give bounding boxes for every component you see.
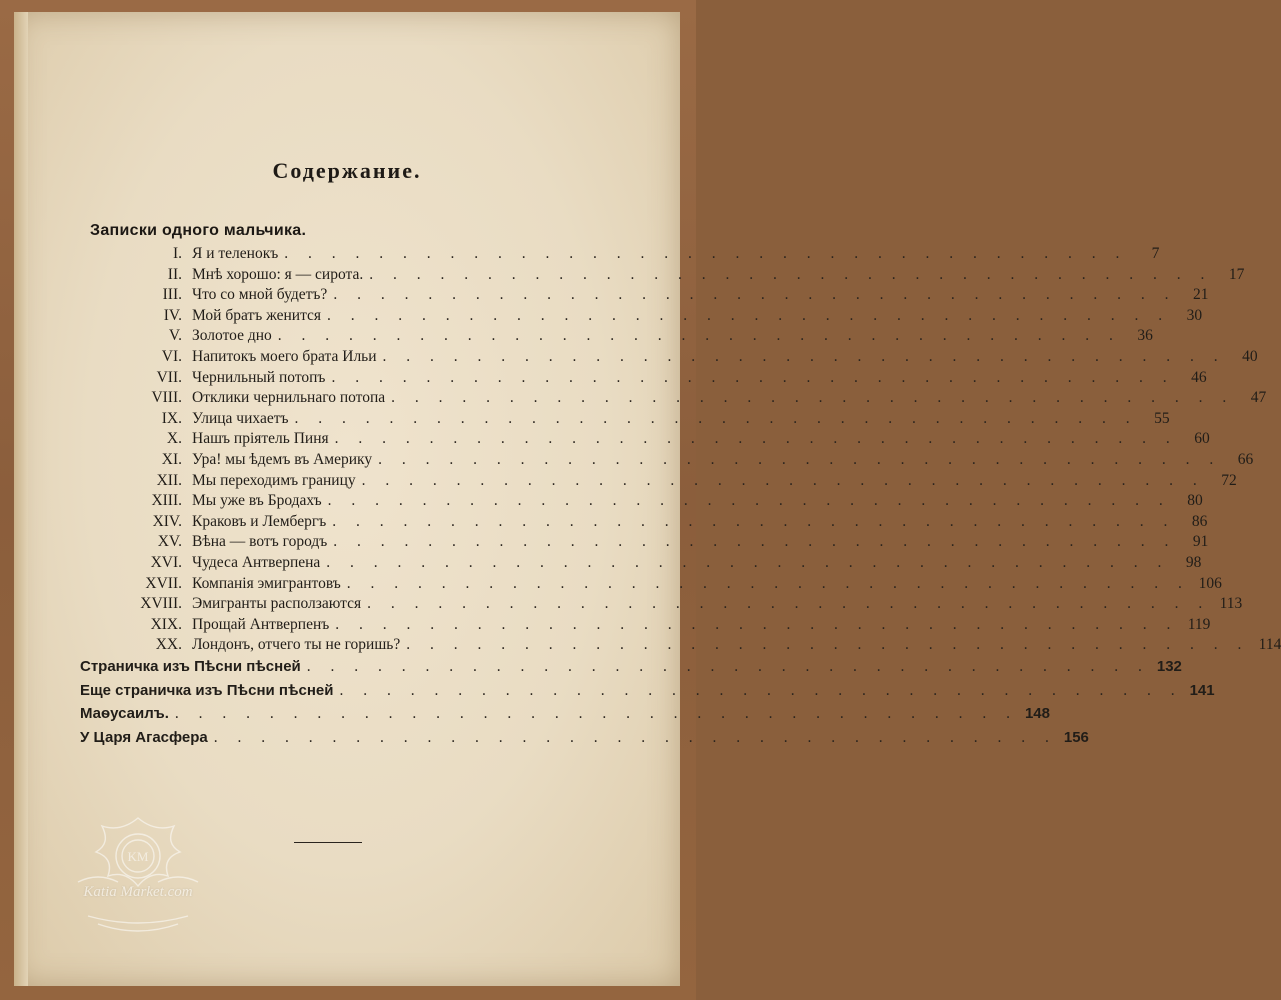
- page-number: 132: [1156, 658, 1182, 675]
- toc-chapter-entry: [114, 531, 1209, 553]
- chapter-title: Что со мной будетъ?: [192, 286, 328, 304]
- section-heading: Записки одного мальчика.: [90, 222, 307, 239]
- chapter-numeral: XVI.: [150, 554, 182, 571]
- dot-leader: . . . . . . . . . . . . . . . . . . . . . . . . . . . . . . . . . . . .: [277, 327, 1121, 345]
- chapter-numeral: IV.: [163, 306, 182, 324]
- dot-leader: . . . . . . . . . . . . . . . . . . . . . . . . . . . . . . . . . . . .: [367, 595, 1211, 613]
- toc-chapter-entry: [114, 490, 1203, 512]
- chapter-title: Лондонъ, отчего ты не горишь?: [192, 636, 401, 654]
- page-number: 21: [1192, 286, 1209, 304]
- toc-chapter-entry: [114, 428, 1210, 450]
- chapter-title: Чудеса Антверпена: [192, 554, 321, 571]
- page-number: 72: [1221, 471, 1237, 489]
- chapter-title: Ура! мы ѣдемъ въ Америку: [192, 451, 373, 468]
- dot-leader: . . . . . . . . . . . . . . . . . . . . . . . . . . . . . . . . . . . .: [331, 368, 1175, 386]
- watermark-logo: [58, 812, 218, 944]
- chapter-numeral: XIV.: [152, 512, 182, 530]
- chapter-numeral: XV.: [157, 533, 182, 551]
- toc-chapter-entry: [114, 634, 1281, 656]
- dot-leader: . . . . . . . . . . . . . . . . . . . . . . . . . . . . . . . . . . . .: [335, 615, 1179, 633]
- toc-chapter-entry: [114, 552, 1202, 574]
- dot-leader: . . . . . . . . . . . . . . . . . . . . . . . . . . . . . . . . . . . .: [174, 705, 1018, 722]
- dot-leader: . . . . . . . . . . . . . . . . . . . . . . . . . . . . . . . . . . . .: [339, 681, 1183, 699]
- page-number: 46: [1191, 368, 1207, 386]
- toc-chapter-entry: [114, 614, 1211, 636]
- chapter-numeral: XI.: [161, 451, 182, 468]
- toc-section-entry: [80, 703, 1050, 725]
- chapter-numeral: VII.: [156, 368, 182, 386]
- chapter-title: Вѣна — вотъ городъ: [192, 533, 328, 551]
- toc-chapter-entry: [114, 593, 1243, 615]
- page-number: 55: [1154, 409, 1170, 427]
- chapter-numeral: II.: [167, 265, 182, 283]
- toc-chapter-entry: [114, 325, 1153, 347]
- dot-leader: . . . . . . . . . . . . . . . . . . . . . . . . . . . . . . . . . . . .: [334, 430, 1178, 448]
- toc-chapter-entry: [114, 573, 1222, 595]
- toc-chapter-entry: [114, 284, 1209, 306]
- toc-section-entry: [80, 656, 1182, 678]
- dot-leader: . . . . . . . . . . . . . . . . . . . . . . . . . . . . . . . . . . . .: [306, 658, 1150, 675]
- chapter-numeral: V.: [168, 327, 182, 345]
- dot-leader: . . . . . . . . . . . . . . . . . . . . . . . . . . . . . . . . . . . .: [213, 728, 1057, 746]
- toc-chapter-entry: [114, 387, 1267, 409]
- dot-leader: . . . . . . . . . . . . . . . . . . . . . . . . . . . . . . . . . . . .: [346, 574, 1190, 592]
- toc-section-entry: [80, 727, 1089, 749]
- chapter-numeral: III.: [162, 286, 182, 304]
- chapter-numeral: XIX.: [150, 615, 182, 633]
- chapter-numeral: IX.: [161, 409, 182, 427]
- chapter-title: Мой братъ женится: [192, 306, 322, 324]
- chapter-numeral: I.: [172, 245, 182, 262]
- chapter-title: Краковъ и Лембергъ: [192, 512, 327, 530]
- dot-leader: . . . . . . . . . . . . . . . . . . . . . . . . . . . . . . . . . . . .: [382, 348, 1226, 365]
- toc-chapter-entry: [114, 346, 1258, 368]
- dot-leader: . . . . . . . . . . . . . . . . . . . . . . . . . . . . . . . . . . . .: [327, 306, 1171, 324]
- toc-chapter-entry: [114, 264, 1245, 286]
- chapter-title: Мнѣ хорошо: я — сирота.: [192, 265, 364, 283]
- page-number: 91: [1192, 533, 1209, 551]
- page-number: 156: [1063, 728, 1089, 746]
- page-number: 98: [1185, 554, 1202, 571]
- toc-chapter-entry: [114, 367, 1207, 389]
- chapter-title: Улица чихаетъ: [192, 409, 289, 427]
- page-number: 86: [1191, 512, 1208, 530]
- dot-leader: . . . . . . . . . . . . . . . . . . . . . . . . . . . . . . . . . . . .: [333, 533, 1177, 551]
- page-number: 66: [1237, 451, 1254, 468]
- dot-leader: . . . . . . . . . . . . . . . . . . . . . . . . . . . . . . . . . . . .: [332, 512, 1176, 530]
- section-title: Страничка изъ Пѣсни пѣсней: [80, 658, 301, 675]
- watermark-ornament-icon: [58, 812, 218, 944]
- dot-leader: . . . . . . . . . . . . . . . . . . . . . . . . . . . . . . . . . . . .: [333, 286, 1177, 304]
- chapter-numeral: XII.: [156, 471, 182, 489]
- dot-leader: . . . . . . . . . . . . . . . . . . . . . . . . . . . . . . . . . . . .: [327, 492, 1171, 510]
- toc-chapter-entry: [114, 511, 1208, 533]
- watermark-text: Katia Market.com: [83, 884, 193, 900]
- page-number: 60: [1194, 430, 1210, 448]
- section-title: Еще страничка изъ Пѣсни пѣсней: [80, 681, 334, 699]
- chapter-title: Нашъ прiятель Пиня: [192, 430, 329, 448]
- chapter-title: Компанiя эмигрантовъ: [192, 574, 341, 592]
- dot-leader: . . . . . . . . . . . . . . . . . . . . . . . . . . . . . . . . . . . .: [361, 471, 1205, 489]
- toc-chapter-entry: [114, 408, 1170, 430]
- watermark-monogram: KM: [127, 849, 149, 864]
- section-title: У Царя Агасфера: [80, 728, 208, 746]
- dot-leader: . . . . . . . . . . . . . . . . . . . . . . . . . . . . . . . . . . . .: [284, 245, 1128, 262]
- chapter-title: Золотое дно: [192, 327, 272, 345]
- toc-chapter-entry: [114, 470, 1237, 492]
- page-number: 148: [1024, 705, 1050, 722]
- toc-chapter-entry: [114, 243, 1160, 265]
- toc-chapter-entry: [114, 305, 1203, 327]
- closing-rule: [294, 842, 362, 843]
- page-number: 17: [1228, 265, 1245, 283]
- page-number: 36: [1137, 327, 1153, 345]
- page-number: 141: [1189, 681, 1215, 699]
- chapter-title: Я и теленокъ: [192, 245, 279, 262]
- chapter-title: Отклики чернильнаго потопа: [192, 389, 386, 407]
- page-number: 80: [1187, 492, 1203, 510]
- chapter-title: Прощай Антверпенъ: [192, 615, 330, 633]
- page-number: 119: [1187, 615, 1211, 633]
- chapter-title: Эмигранты расползаются: [192, 595, 362, 613]
- dot-leader: . . . . . . . . . . . . . . . . . . . . . . . . . . . . . . . . . . . .: [326, 554, 1170, 571]
- toc-chapter-entry: [114, 449, 1254, 471]
- chapter-title: Чернильный потопъ: [192, 368, 326, 386]
- dot-leader: . . . . . . . . . . . . . . . . . . . . . . . . . . . . . . . . . . . .: [406, 636, 1250, 654]
- page-number: 30: [1186, 306, 1203, 324]
- dot-leader: . . . . . . . . . . . . . . . . . . . . . . . . . . . . . . . . . . . .: [369, 265, 1213, 283]
- chapter-numeral: X.: [166, 430, 182, 448]
- page-number: 47: [1250, 389, 1267, 407]
- page-number: 114: [1258, 636, 1281, 654]
- chapter-numeral: VI.: [161, 348, 182, 365]
- chapter-numeral: XVIII.: [140, 595, 182, 613]
- toc-section-entry: [80, 680, 1215, 702]
- book-page: [14, 12, 1281, 986]
- dot-leader: . . . . . . . . . . . . . . . . . . . . . . . . . . . . . . . . . . . .: [378, 451, 1222, 468]
- dot-leader: . . . . . . . . . . . . . . . . . . . . . . . . . . . . . . . . . . . .: [391, 389, 1235, 407]
- contents-title: Содержание.: [272, 158, 422, 183]
- chapter-numeral: XX.: [155, 636, 182, 654]
- section-title: Маѳусаилъ.: [80, 705, 169, 722]
- chapter-title: Напитокъ моего брата Ильи: [192, 348, 377, 365]
- page-number: 7: [1151, 245, 1160, 262]
- page-number: 106: [1198, 574, 1222, 592]
- chapter-numeral: XVII.: [145, 574, 182, 592]
- chapter-numeral: VIII.: [151, 389, 182, 407]
- page-number: 40: [1242, 348, 1258, 365]
- chapter-title: Мы переходимъ границу: [192, 471, 356, 489]
- chapter-numeral: XIII.: [151, 492, 182, 510]
- dot-leader: . . . . . . . . . . . . . . . . . . . . . . . . . . . . . . . . . . . .: [294, 409, 1138, 427]
- page-number: 113: [1219, 595, 1243, 613]
- chapter-title: Мы уже въ Бродахъ: [192, 492, 322, 510]
